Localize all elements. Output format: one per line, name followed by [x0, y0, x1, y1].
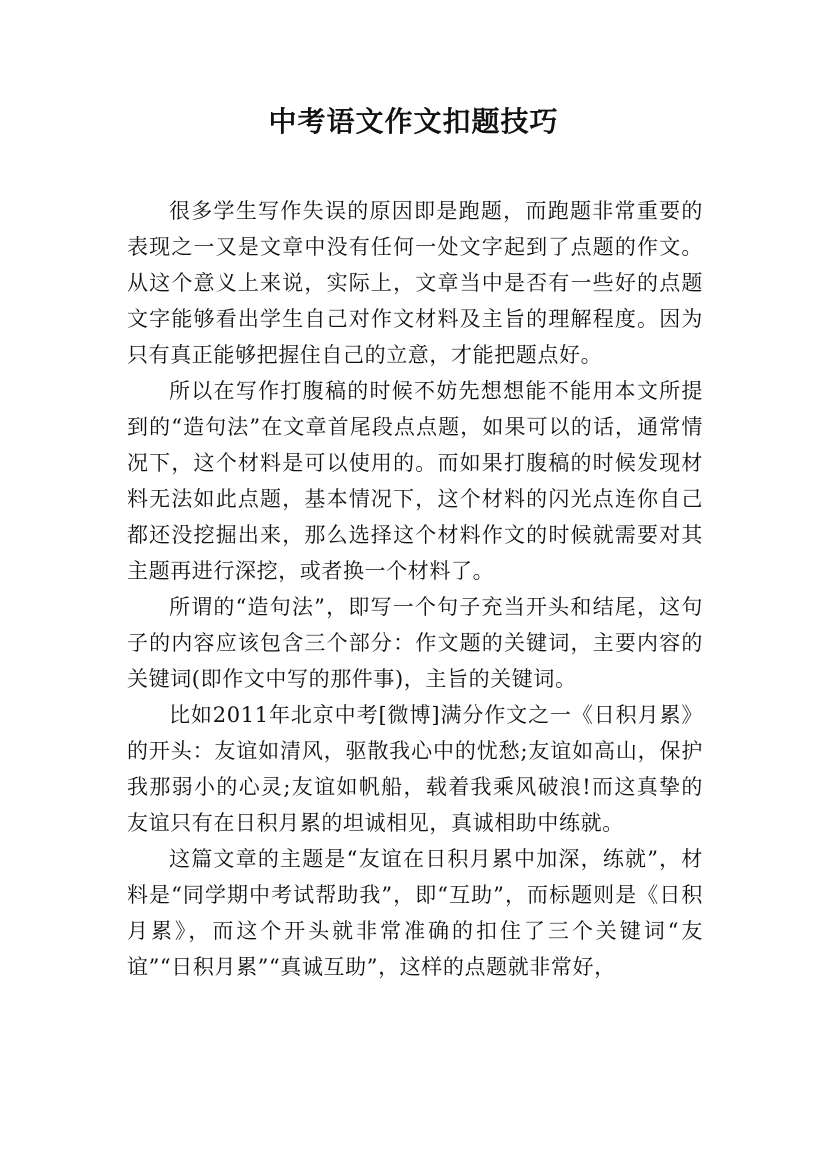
- paragraph-4: 比如2011年北京中考[微博]满分作文之一《日积月累》的开头：友谊如清风，驱散我心中的忧愁;友谊如高山，保护我那弱小的心灵;友谊如帆船，载着我乘风破浪!而这真挚的友谊只有在日积月累的坦诚相见，真诚相助中练就。: [127, 703, 703, 835]
- paragraph-5: 这篇文章的主题是“友谊在日积月累中加深，练就”，材料是“同学期中考试帮助我”，即“互助”，而标题则是《日积月累》，而这个开头就非常准确的扣住了三个关键词“友谊”“日积月累”“真诚互助”，这样的点题就非常好，: [127, 847, 703, 979]
- paragraph-2: 所以在写作打腹稿的时候不妨先想想能不能用本文所提到的“造句法”在文章首尾段点点题，如果可以的话，通常情况下，这个材料是可以使用的。而如果打腹稿的时候发现材料无法如此点题，基本情况下，这个材料的闪光点连你自己都还没挖掘出来，那么选择这个材料作文的时候就需要对其主题再进行深挖，或者换一个材料了。: [127, 379, 703, 583]
- document-body: [127, 193, 703, 985]
- paragraph-1: 很多学生写作失误的原因即是跑题，而跑题非常重要的表现之一又是文章中没有任何一处文字起到了点题的作文。从这个意义上来说，实际上，文章当中是否有一些好的点题文字能够看出学生自己对作文材料及主旨的理解程度。因为只有真正能够把握住自己的立意，才能把题点好。: [127, 199, 703, 367]
- paragraph-3: 所谓的“造句法”，即写一个句子充当开头和结尾，这句子的内容应该包含三个部分：作文题的关键词，主要内容的关键词(即作文中写的那件事)，主旨的关键词。: [127, 595, 703, 691]
- document-title: 中考语文作文扣题技巧: [268, 105, 559, 138]
